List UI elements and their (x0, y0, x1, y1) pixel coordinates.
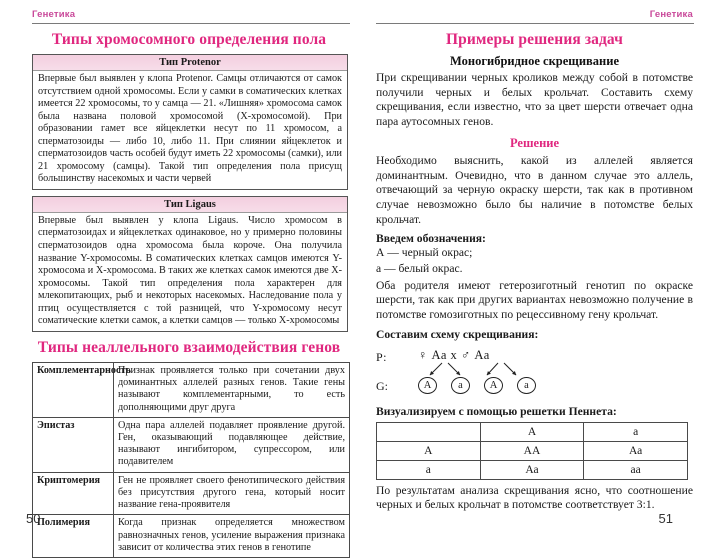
punnett-cell: Аа (480, 460, 584, 479)
punnett-row-header: а (377, 460, 481, 479)
table-row (377, 422, 688, 441)
page-number-left: 50 (26, 511, 41, 526)
page-title-right: Примеры решения задач (445, 31, 624, 48)
punnett-row-header: А (377, 441, 481, 460)
male-symbol-icon: ♂ (460, 347, 471, 362)
panel-protenor-title: Тип Protenor (33, 55, 347, 71)
panel-protenor (32, 54, 348, 190)
notation-lead: Введем обозначения: (376, 232, 486, 246)
table-cell-desc: Ген не проявляет своего фенотипического действия без присутствия другого гена, который носит название гена-проявителя (114, 472, 350, 515)
table-cell-desc: Когда признак определяется множеством равнозначных генов, усиление выражения признака зависит от количества этих генов в генотипе (114, 515, 350, 558)
punnett-cell: АА (480, 441, 584, 460)
cross-scheme (376, 348, 693, 400)
panel-ligaus (32, 196, 348, 332)
father-genotype: Аа (474, 347, 490, 362)
running-head-left: Генетика (32, 9, 76, 20)
gamete-circle: а (451, 377, 470, 394)
female-symbol-icon: ♀ (418, 347, 428, 362)
table-cell-term: Эпистаз (33, 417, 114, 472)
table-cell-desc: Одна пара аллелей подавляет проявление другой. Ген, оказывающий подавляющее действие, называют ингибитором, супрессором, или подавителем (114, 417, 350, 472)
conclusion-text: По результатам анализа скрещивания ясно, что соотношение черных и белых крольчат в потомстве соответствует 3:1. (376, 483, 693, 512)
header-rule-right (376, 23, 694, 24)
table-row (33, 515, 350, 558)
table-row (377, 460, 688, 479)
notation-line-dominant: А — черный окрас; (376, 246, 473, 260)
punnett-corner (377, 422, 481, 441)
gamete-circle: а (517, 377, 536, 394)
solution-title: Решение (509, 135, 560, 150)
scheme-gametes-row (418, 377, 547, 394)
table-row (33, 417, 350, 472)
panel-ligaus-title: Тип Ligaus (33, 197, 347, 213)
punnett-col-header: а (584, 422, 688, 441)
task-text: При скрещивании черных кроликов между собой в потомстве получили черных и белых крольчат. Составить схему скрещивания, если известно, что за цвет шерсти отвечает одна пара аутосомных генов. (376, 71, 693, 129)
punnett-lead: Визуализируем с помощью решетки Пеннета: (376, 404, 617, 418)
gamete-circle: А (484, 377, 503, 394)
cross-symbol: х (450, 347, 458, 362)
table-row (377, 441, 688, 460)
gene-interaction-table (32, 362, 350, 558)
left-page (0, 0, 360, 553)
scheme-parents-row (418, 348, 490, 363)
punnett-cell: аа (584, 460, 688, 479)
parents-text: Оба родителя имеют гетерозиготный генотип по окраске шерсти, так как при других вариантах невозможно получение в потомстве гомозиготных по рецессивному гену крольчат. (376, 278, 693, 322)
table-title-left: Типы неаллельного взаимодействия генов (37, 338, 341, 356)
table-cell-term: Полимерия (33, 515, 114, 558)
table-cell-term: Криптомерия (33, 472, 114, 515)
table-cell-term: Комплементарность (33, 362, 114, 417)
panel-protenor-body: Впервые был выявлен у клопа Protenor. Самцы отличаются от самок отсутствием одной хромосомы. Если у самки в соматических клетках имеется 22 хромосомы, то у самца — 21. «Лишняя» хромосома самок была названа половой хромосомой (Х-хромосомой). При образовании гамет все яйцеклетки несут по 11 хромосом, а сперматозоиды — либо 10, либо 11. При слиянии яйцеклеток и сперматозоидов часть особей будут иметь 22 хромосомы (самки), или 21 хромосому (самцы). Такой тип определения пола присущ большинству насекомых и части червей (38, 73, 342, 185)
scheme-p-label: Р: (376, 349, 387, 364)
panel-ligaus-body: Впервые был выявлен у клопа Ligaus. Число хромосом в сперматозоидах и яйцеклетках одинаковое, но у примерно половины сперматозоидов одна хромосома была короче. Она получила название Y-хромосомы. В соматических клетках самцов имеются Y-хромосома и Х-хромосома. В таких же клетках самок имеются две Х-хромосомы. Такой тип определения пола характерен для млекопитающих, рыб и некоторых насекомых. Наследование пола у птиц осуществляется с той разницей, что Y-хромосому несут соматические клетки самок, а клетки самцов — только Х-хромосомы (38, 214, 342, 327)
table-row (33, 362, 350, 417)
page-number-right: 51 (658, 511, 673, 526)
scheme-lead: Составим схему скрещивания: (376, 327, 539, 341)
punnett-square-table (376, 422, 688, 480)
header-rule-left (32, 23, 350, 24)
mother-genotype: Аа (431, 347, 447, 362)
page-title-left: Типы хромосомного определения пола (51, 31, 327, 48)
punnett-cell: Аа (584, 441, 688, 460)
solution-text: Необходимо выяснить, какой из аллелей является доминантным. Очевидно, что в данном случае это аллель, отвечающий за черную окраску шерсти, так как в противном случае невозможно было бы наличие в потомстве белых крольчат. (376, 153, 693, 226)
running-head-right: Генетика (649, 9, 693, 20)
right-page (360, 0, 717, 540)
notation-line-recessive: а — белый окрас. (376, 261, 463, 275)
table-cell-desc: Признак проявляется только при сочетании двух доминантных аллелей разных генов. Такие гены называют комплементарными, то есть дополняющими друг друга (114, 362, 350, 417)
punnett-col-header: А (480, 422, 584, 441)
gamete-circle: А (418, 377, 437, 394)
task-title: Моногибридное скрещивание (449, 54, 620, 68)
scheme-g-label: G: (376, 378, 388, 393)
table-row (33, 472, 350, 515)
